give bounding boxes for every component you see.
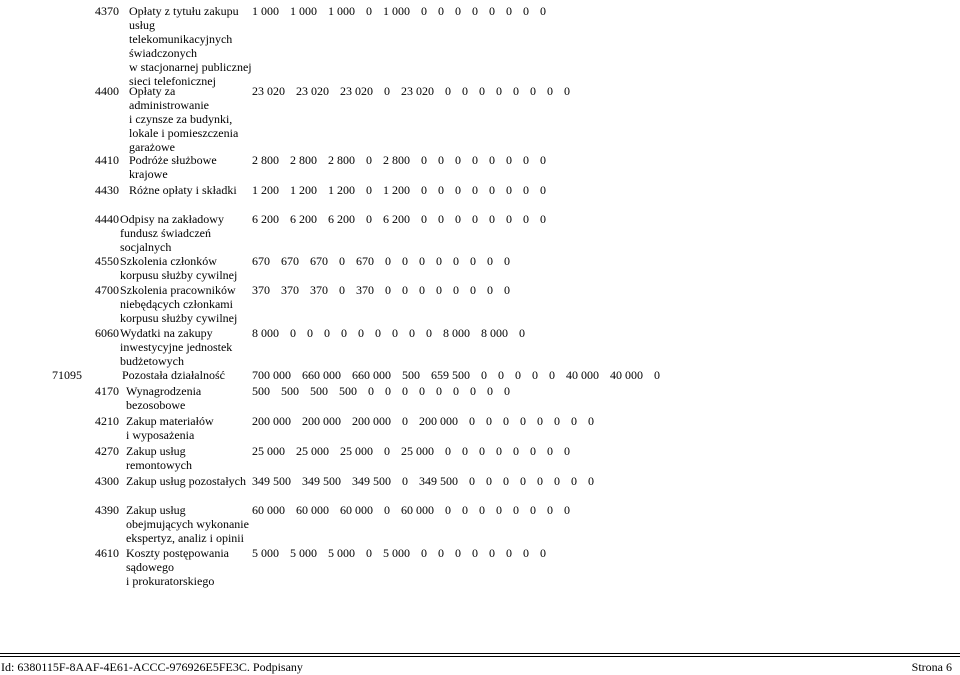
row-value-cell: 2 800 [290,153,317,167]
row-value-cell: 0 [530,503,536,517]
row-value-cell: 0 [470,254,476,268]
row-value-cell: 0 [489,153,495,167]
row-value-cell: 0 [472,212,478,226]
row-value-cell: 0 [540,546,546,560]
row-description-line: Szkolenia pracowników [120,283,236,297]
row-value-cell: 0 [402,283,408,297]
row-value-cell: 0 [554,414,560,428]
row-value-cell: 0 [479,503,485,517]
row-value-cell: 349 500 [302,474,341,488]
row-value-cell: 0 [455,4,461,18]
row-value-cell: 0 [472,153,478,167]
row-value-cell: 6 200 [290,212,317,226]
row-value-cell: 1 200 [290,183,317,197]
row-value-cell: 0 [498,368,504,382]
row-description-line: obejmujących wykonanie [126,517,249,531]
row-description-line: socjalnych [120,240,172,254]
row-description-line: Wynagrodzenia [126,384,202,398]
row-description-line: fundusz świadczeń [120,226,211,240]
row-description-line: korpusu służby cywilnej [120,268,238,282]
footer-divider-secondary [0,656,960,657]
row-value-cell: 0 [537,474,543,488]
row-value-cell: 1 200 [252,183,279,197]
row-value-cell: 349 500 [252,474,291,488]
row-description-line: sieci telefonicznej [129,74,216,88]
row-description-line: w stacjonarnej publicznej [129,60,252,74]
row-code: 4300 [95,474,119,488]
row-value-cell: 60 000 [296,503,329,517]
row-value-cell: 0 [402,254,408,268]
row-value-cell: 0 [419,283,425,297]
row-value-cell: 370 [356,283,374,297]
row-value-cell: 0 [455,153,461,167]
row-value-cell: 0 [504,283,510,297]
row-value-cell: 0 [654,368,660,382]
row-value-cell: 0 [385,254,391,268]
row-value-cell: 349 500 [419,474,458,488]
row-value-cell: 5 000 [252,546,279,560]
footer-divider [0,653,960,654]
row-value-cell: 0 [368,384,374,398]
row-value-cell: 0 [462,503,468,517]
row-value-cell: 1 200 [383,183,410,197]
row-value-cell: 60 000 [401,503,434,517]
row-value-cell: 0 [504,384,510,398]
row-description-line: Zakup usług [126,444,186,458]
row-value-cell: 0 [419,384,425,398]
row-value-cell: 0 [419,254,425,268]
row-description-line: administrowanie [129,98,209,112]
row-value-cell: 0 [519,326,525,340]
row-value-cell: 0 [520,474,526,488]
row-value-cell: 0 [540,212,546,226]
row-value-cell: 0 [375,326,381,340]
row-value-cell: 0 [487,384,493,398]
row-description-line: i wyposażenia [126,428,195,442]
row-value-cell: 1 000 [252,4,279,18]
row-value-cell: 0 [453,384,459,398]
row-value-cell: 0 [472,183,478,197]
row-value-cell: 23 020 [401,84,434,98]
row-value-cell: 0 [438,4,444,18]
row-description-line: garażowe [129,140,175,154]
row-value-cell: 660 000 [302,368,341,382]
row-value-cell: 0 [384,84,390,98]
row-value-cell: 0 [341,326,347,340]
row-value-cell: 0 [489,546,495,560]
row-value-cell: 0 [523,153,529,167]
row-value-cell: 0 [496,84,502,98]
row-description-line: remontowych [126,458,192,472]
row-value-cell: 0 [588,414,594,428]
row-value-cell: 370 [252,283,270,297]
row-value-cell: 0 [366,153,372,167]
row-value-cell: 0 [421,153,427,167]
row-value-cell: 0 [506,546,512,560]
row-value-cell: 349 500 [352,474,391,488]
row-description-line: Zakup usług pozostałych [126,474,246,488]
row-value-cell: 0 [537,414,543,428]
row-value-cell: 40 000 [566,368,599,382]
row-value-cell: 0 [366,546,372,560]
row-value-cell: 500 [339,384,357,398]
row-description-line: krajowe [129,167,168,181]
row-value-cell: 0 [438,153,444,167]
row-value-cell: 0 [523,212,529,226]
row-value-cell: 8 000 [252,326,279,340]
row-value-cell: 0 [487,254,493,268]
row-value-cell: 0 [385,384,391,398]
row-description-line: i prokuratorskiego [126,574,215,588]
row-value-cell: 0 [472,4,478,18]
row-description-line: Opłaty z tytułu zakupu [129,4,239,18]
row-value-cell: 370 [310,283,328,297]
row-value-cell: 0 [506,4,512,18]
row-value-cell: 0 [366,212,372,226]
row-value-cell: 0 [540,183,546,197]
row-code: 6060 [95,326,119,340]
row-value-cell: 670 [252,254,270,268]
row-value-cell: 0 [547,444,553,458]
row-value-cell: 0 [472,546,478,560]
row-value-cell: 0 [506,183,512,197]
row-value-cell: 5 000 [290,546,317,560]
row-value-cell: 0 [358,326,364,340]
row-value-cell: 0 [445,84,451,98]
row-value-cell: 0 [513,84,519,98]
row-value-cell: 0 [487,283,493,297]
row-value-cell: 0 [402,384,408,398]
row-value-cell: 0 [392,326,398,340]
row-description-line: Zakup usług [126,503,186,517]
row-value-cell: 0 [564,444,570,458]
row-value-cell: 0 [445,503,451,517]
row-value-cell: 60 000 [340,503,373,517]
row-value-cell: 0 [496,503,502,517]
row-value-cell: 670 [310,254,328,268]
row-value-cell: 0 [445,444,451,458]
row-value-cell: 0 [520,414,526,428]
row-value-cell: 0 [513,503,519,517]
row-value-cell: 0 [402,474,408,488]
row-code: 4270 [95,444,119,458]
row-value-cell: 0 [481,368,487,382]
row-value-cell: 25 000 [252,444,285,458]
row-value-cell: 0 [532,368,538,382]
row-value-cell: 0 [470,283,476,297]
row-value-cell: 0 [469,414,475,428]
row-value-cell: 0 [409,326,415,340]
row-value-cell: 1 200 [328,183,355,197]
row-value-cell: 200 000 [352,414,391,428]
row-value-cell: 0 [455,546,461,560]
row-value-cell: 670 [281,254,299,268]
row-value-cell: 200 000 [252,414,291,428]
row-value-cell: 0 [530,84,536,98]
row-value-cell: 8 000 [481,326,508,340]
row-value-cell: 0 [554,474,560,488]
row-value-cell: 5 000 [383,546,410,560]
row-description-line: budżetowych [120,354,184,368]
row-code: 4400 [95,84,119,98]
row-code: 4210 [95,414,119,428]
row-value-cell: 0 [290,326,296,340]
row-value-cell: 0 [504,254,510,268]
row-value-cell: 0 [438,212,444,226]
row-value-cell: 2 800 [252,153,279,167]
row-value-cell: 0 [421,546,427,560]
row-value-cell: 0 [455,183,461,197]
row-value-cell: 0 [324,326,330,340]
row-value-cell: 0 [489,183,495,197]
row-code: 4440 [95,212,119,226]
row-code: 4390 [95,503,119,517]
row-value-cell: 0 [503,474,509,488]
row-value-cell: 0 [523,183,529,197]
row-description-line: niebędących członkami [120,297,233,311]
row-description-line: korpusu służby cywilnej [120,311,238,325]
row-value-cell: 500 [310,384,328,398]
row-value-cell: 0 [462,84,468,98]
row-value-cell: 0 [530,444,536,458]
row-code: 4610 [95,546,119,560]
row-value-cell: 0 [438,546,444,560]
row-value-cell: 0 [462,444,468,458]
row-description-line: usług [129,18,156,32]
row-value-cell: 0 [436,384,442,398]
row-description-line: Szkolenia członków [120,254,217,268]
row-value-cell: 23 020 [252,84,285,98]
row-value-cell: 0 [540,4,546,18]
row-description-line: sądowego [126,560,174,574]
row-description-line: Odpisy na zakładowy [120,212,224,226]
row-code: 4410 [95,153,119,167]
row-value-cell: 0 [307,326,313,340]
row-description-line: Różne opłaty i składki [129,183,237,197]
row-value-cell: 0 [564,84,570,98]
row-value-cell: 500 [402,368,420,382]
row-value-cell: 0 [515,368,521,382]
row-value-cell: 0 [421,212,427,226]
row-value-cell: 0 [489,212,495,226]
row-description-line: i czynsze za budynki, [129,112,233,126]
row-value-cell: 0 [339,283,345,297]
row-value-cell: 0 [421,4,427,18]
row-value-cell: 0 [402,414,408,428]
row-value-cell: 0 [513,444,519,458]
footer-page-number: Strona 6 [911,660,952,674]
row-value-cell: 0 [489,4,495,18]
row-description-line: inwestycyjne jednostek [120,340,233,354]
row-value-cell: 659 500 [431,368,470,382]
row-value-cell: 2 800 [383,153,410,167]
row-value-cell: 1 000 [383,4,410,18]
row-value-cell: 0 [540,153,546,167]
row-value-cell: 0 [453,283,459,297]
row-value-cell: 40 000 [610,368,643,382]
row-value-cell: 0 [453,254,459,268]
row-value-cell: 500 [281,384,299,398]
row-value-cell: 0 [523,546,529,560]
row-value-cell: 0 [436,283,442,297]
row-value-cell: 0 [366,4,372,18]
row-value-cell: 25 000 [401,444,434,458]
row-value-cell: 0 [523,4,529,18]
row-value-cell: 5 000 [328,546,355,560]
row-value-cell: 200 000 [302,414,341,428]
row-description-line: lokale i pomieszczenia [129,126,239,140]
row-value-cell: 25 000 [340,444,373,458]
row-value-cell: 0 [547,503,553,517]
row-code: 4170 [95,384,119,398]
row-code: 4430 [95,183,119,197]
row-value-cell: 0 [436,254,442,268]
footer-document-id: Id: 6380115F-8AAF-4E61-ACCC-976926E5FE3C. Podpisany [1,660,303,674]
row-value-cell: 6 200 [383,212,410,226]
row-value-cell: 0 [503,414,509,428]
row-description-line: Wydatki na zakupy [120,326,213,340]
row-description-line: świadczonych [129,46,197,60]
row-value-cell: 0 [421,183,427,197]
row-value-cell: 0 [486,474,492,488]
row-value-cell: 2 800 [328,153,355,167]
row-value-cell: 670 [356,254,374,268]
row-value-cell: 0 [547,84,553,98]
row-value-cell: 0 [339,254,345,268]
row-value-cell: 6 200 [328,212,355,226]
row-value-cell: 1 000 [290,4,317,18]
row-description-line: telekomunikacyjnych [129,32,233,46]
row-value-cell: 25 000 [296,444,329,458]
row-value-cell: 0 [506,153,512,167]
row-value-cell: 0 [479,444,485,458]
row-value-cell: 0 [438,183,444,197]
row-code: 4700 [95,283,119,297]
row-code: 71095 [52,368,82,382]
row-description-line: Pozostała działalność [122,368,225,382]
row-value-cell: 0 [366,183,372,197]
row-description-line: bezosobowe [126,398,186,412]
row-value-cell: 0 [479,84,485,98]
row-code: 4370 [95,4,119,18]
row-value-cell: 0 [455,212,461,226]
row-value-cell: 200 000 [419,414,458,428]
row-value-cell: 0 [469,474,475,488]
row-description-line: Podróże służbowe [129,153,217,167]
row-value-cell: 60 000 [252,503,285,517]
row-value-cell: 1 000 [328,4,355,18]
row-description-line: Zakup materiałów [126,414,214,428]
row-value-cell: 660 000 [352,368,391,382]
row-value-cell: 0 [549,368,555,382]
row-value-cell: 0 [564,503,570,517]
row-value-cell: 370 [281,283,299,297]
row-code: 4550 [95,254,119,268]
row-value-cell: 700 000 [252,368,291,382]
row-value-cell: 0 [588,474,594,488]
row-description-line: ekspertyz, analiz i opinii [126,531,244,545]
row-value-cell: 0 [506,212,512,226]
row-value-cell: 0 [571,414,577,428]
row-description-line: Opłaty za [129,84,176,98]
row-value-cell: 0 [571,474,577,488]
row-description-line: Koszty postępowania [126,546,229,560]
row-value-cell: 0 [385,283,391,297]
row-value-cell: 6 200 [252,212,279,226]
row-value-cell: 23 020 [296,84,329,98]
row-value-cell: 8 000 [443,326,470,340]
row-value-cell: 0 [470,384,476,398]
row-value-cell: 500 [252,384,270,398]
row-value-cell: 0 [496,444,502,458]
row-value-cell: 23 020 [340,84,373,98]
row-value-cell: 0 [426,326,432,340]
row-value-cell: 0 [384,503,390,517]
row-value-cell: 0 [486,414,492,428]
row-value-cell: 0 [384,444,390,458]
